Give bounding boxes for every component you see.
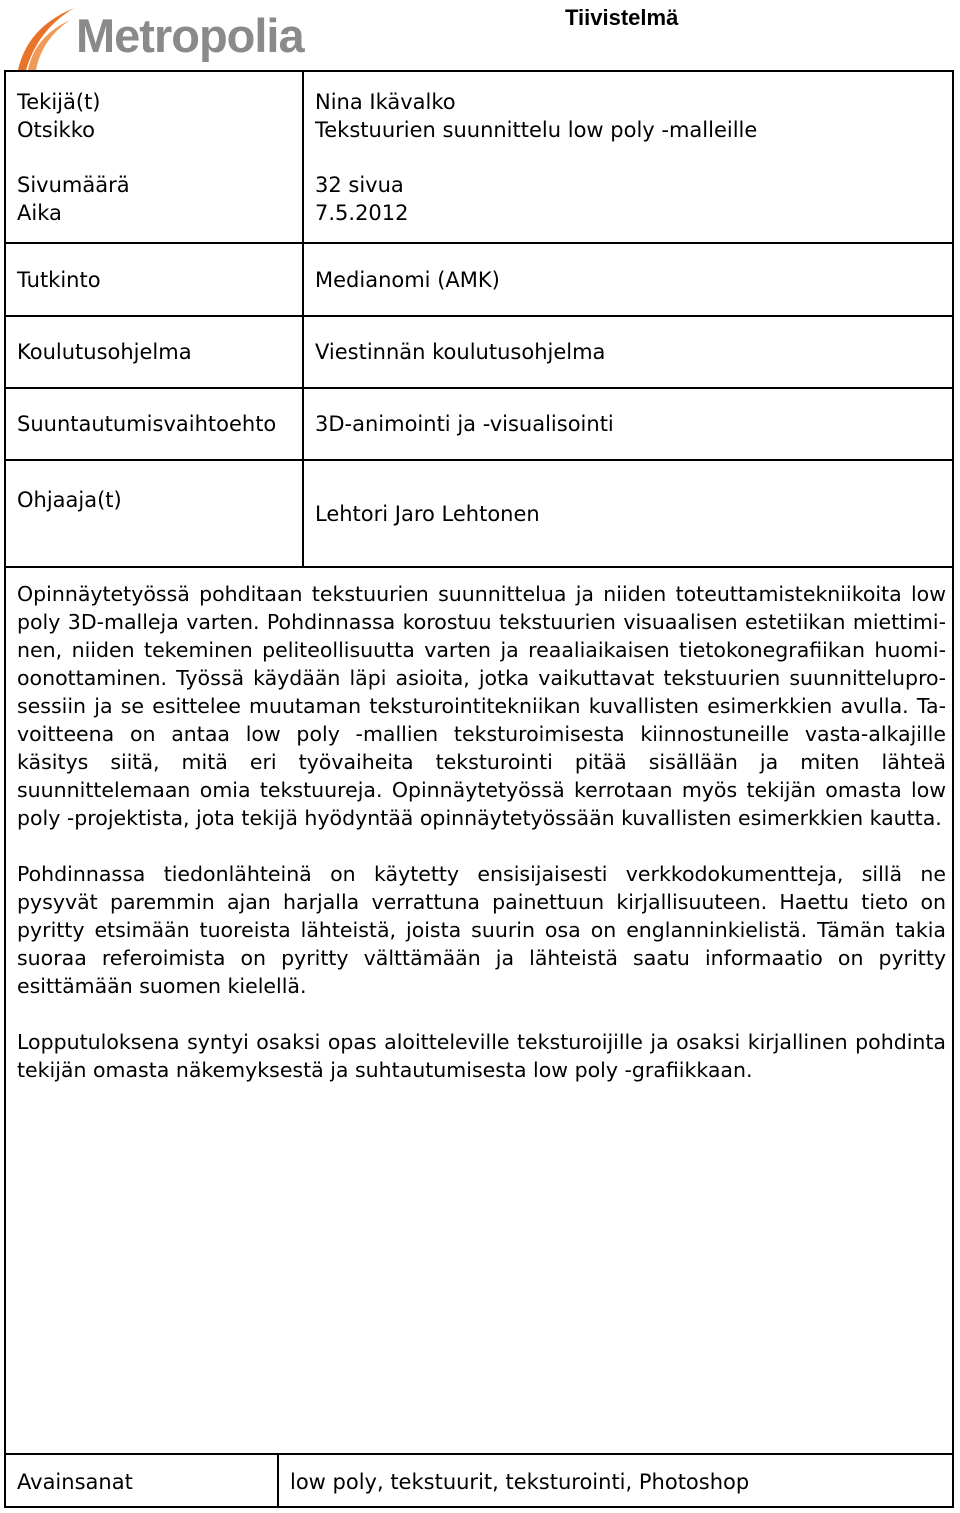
degree-label: Tutkinto [17,268,101,292]
row-divider [4,1453,954,1455]
abstract-paragraph-3: Lopputuloksena syntyi osaksi opas aloitteleville teksturoijille ja osaksi kirjallinen pohdinta tekijän omasta näkemyksestä ja suhtautumisesta low poly -grafiikkaan. [17,1030,946,1082]
abstract-body [17,580,946,1084]
logo-swoosh-icon [14,4,74,72]
date-label: Aika [17,201,62,225]
row-divider [4,566,954,568]
author-label: Tekijä(t) [17,90,101,114]
row-divider [4,242,954,244]
abstract-paragraph-2: Pohdinnassa tiedonlähteinä on käytetty ensisijaisesti verkkodokumentteja, sillä ne pysyvät paremmin ajan harjalla verrattuna painettuun kirjallisuuteen. Haettu tieto on pyritty etsimään tuoreista lähteistä, joista suurin osa on englanninkielistä. Tämän takia suoraa referoimista on pyritty välttämään ja lähteistä saatu informaatio on pyritty esittämään suomen kielellä. [17,862,946,998]
abstract-paragraph-1: Opinnäytetyössä pohditaan tekstuurien suunnittelua ja niiden toteuttamistekniikoita low poly 3D-malleja varten. Pohdinnassa korostuu tekstuurien visuaalisen estetiikan miettiminen, niiden tekeminen peliteollisuutta varten ja reaaliaikaisen tietokonegrafiikan huomioonottaminen. Työssä käydään läpi asioita, jotka vaikuttavat tekstuurien suunnitteluprosessiin ja se esittelee muutaman teksturointitekniikan kuvallisten esimerkkien avulla. Tavoitteena on antaa low poly -mallien teksturoimisesta kiinnostuneille vasta-alkajille käsitys siitä, mitä eri työvaiheita teksturointi pitää sisällään ja miten lähteä suunnittelemaan omia tekstuureja. Opinnäytetyössä kerrotaan myös tekijän omasta low poly -projektista, jota tekijä hyödyntää opinnäytetyössään kuvallisten esimerkkien kautta. [17,582,946,830]
keywords-value: low poly, tekstuurit, teksturointi, Photoshop [290,1470,750,1494]
row-divider [4,315,954,317]
degree-value: Medianomi (AMK) [315,268,500,292]
keywords-divider [277,1453,279,1508]
logo-text: Metropolia [76,9,304,62]
keywords-label: Avainsanat [17,1470,133,1494]
pages-value: 32 sivua [315,173,404,197]
supervisor-value: Lehtori Jaro Lehtonen [315,502,540,526]
pages-label: Sivumäärä [17,173,130,197]
date-value: 7.5.2012 [315,201,409,225]
document-type-heading: Tiivistelmä [565,5,679,30]
supervisor-label: Ohjaaja(t) [17,488,122,512]
programme-value: Viestinnän koulutusohjelma [315,340,606,364]
author-value: Nina Ikävalko [315,90,456,114]
specialisation-label: Suuntautumisvaihtoehto [17,412,277,436]
programme-label: Koulutusohjelma [17,340,192,364]
metropolia-logo [14,4,324,72]
title-label: Otsikko [17,118,95,142]
row-divider [4,459,954,461]
column-divider [302,70,304,566]
title-value: Tekstuurien suunnittelu low poly -malleille [315,118,758,142]
row-divider [4,387,954,389]
specialisation-value: 3D-animointi ja -visualisointi [315,412,614,436]
